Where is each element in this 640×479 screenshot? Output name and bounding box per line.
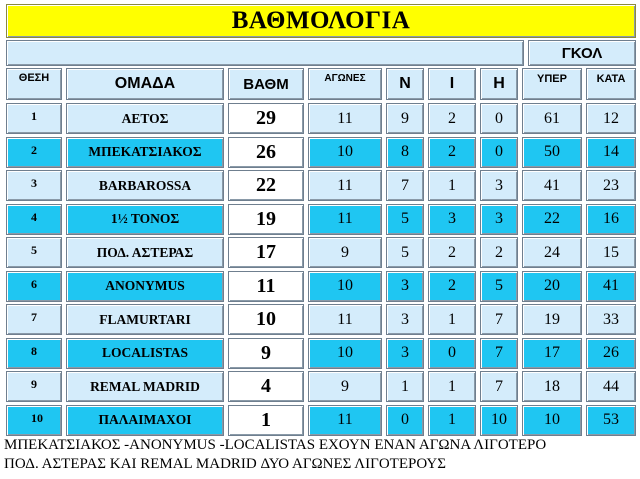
header-draws: Ι bbox=[428, 68, 476, 100]
cell-points: 9 bbox=[228, 338, 304, 369]
goals-group-header: ΓΚΟΛ bbox=[528, 40, 636, 66]
cell-wins: 3 bbox=[386, 338, 424, 369]
cell-goals-for: 18 bbox=[522, 371, 582, 402]
cell-points: 11 bbox=[228, 271, 304, 302]
header-position: ΘΕΣΗ bbox=[6, 68, 62, 100]
cell-goals-for: 17 bbox=[522, 338, 582, 369]
cell-losses: 3 bbox=[480, 204, 518, 235]
cell-goals-against: 23 bbox=[586, 170, 636, 201]
cell-position: 5 bbox=[6, 237, 62, 268]
cell-team: FLAMURTARI bbox=[66, 304, 224, 335]
cell-wins: 3 bbox=[386, 304, 424, 335]
cell-draws: 1 bbox=[428, 405, 476, 436]
cell-losses: 7 bbox=[480, 371, 518, 402]
note-line: ΠΟΔ. ΑΣΤΕΡΑΣ ΚΑΙ REMAL MADRID ΔΥΟ ΑΓΩΝΕΣ ΛΙΓΟΤΕΡΟΥΣ bbox=[4, 456, 446, 472]
header-games: ΑΓΩΝΕΣ bbox=[308, 68, 382, 100]
cell-draws: 0 bbox=[428, 338, 476, 369]
cell-goals-for: 24 bbox=[522, 237, 582, 268]
cell-games: 11 bbox=[308, 204, 382, 235]
cell-goals-for: 19 bbox=[522, 304, 582, 335]
cell-draws: 2 bbox=[428, 237, 476, 268]
cell-games: 10 bbox=[308, 137, 382, 168]
note-line: ΜΠΕΚΑΤΣΙΑΚΟΣ -ANONYMUS -LOCALISTAS ΕΧΟΥΝ ΕΝΑΝ ΑΓΩΝΑ ΛΙΓΟΤΕΡΟ bbox=[4, 437, 547, 453]
cell-team: 1½ ΤΟΝΟΣ bbox=[66, 204, 224, 235]
cell-games: 11 bbox=[308, 103, 382, 134]
cell-wins: 7 bbox=[386, 170, 424, 201]
cell-goals-against: 53 bbox=[586, 405, 636, 436]
notes bbox=[4, 436, 636, 474]
cell-games: 10 bbox=[308, 338, 382, 369]
cell-goals-for: 41 bbox=[522, 170, 582, 201]
cell-draws: 2 bbox=[428, 103, 476, 134]
cell-losses: 3 bbox=[480, 170, 518, 201]
cell-goals-against: 12 bbox=[586, 103, 636, 134]
cell-goals-for: 22 bbox=[522, 204, 582, 235]
cell-goals-for: 50 bbox=[522, 137, 582, 168]
cell-goals-against: 14 bbox=[586, 137, 636, 168]
cell-losses: 5 bbox=[480, 271, 518, 302]
cell-position: 1 bbox=[6, 103, 62, 134]
cell-goals-for: 20 bbox=[522, 271, 582, 302]
cell-draws: 2 bbox=[428, 271, 476, 302]
cell-losses: 7 bbox=[480, 304, 518, 335]
cell-points: 29 bbox=[228, 103, 304, 134]
cell-team: ANONYMUS bbox=[66, 271, 224, 302]
cell-position: 7 bbox=[6, 304, 62, 335]
cell-team: LOCALISTAS bbox=[66, 338, 224, 369]
cell-position: 3 bbox=[6, 170, 62, 201]
header-losses: Η bbox=[480, 68, 518, 100]
cell-wins: 9 bbox=[386, 103, 424, 134]
cell-goals-against: 44 bbox=[586, 371, 636, 402]
cell-games: 10 bbox=[308, 271, 382, 302]
cell-points: 4 bbox=[228, 371, 304, 402]
cell-draws: 1 bbox=[428, 304, 476, 335]
cell-games: 9 bbox=[308, 237, 382, 268]
header-wins: Ν bbox=[386, 68, 424, 100]
cell-draws: 3 bbox=[428, 204, 476, 235]
cell-team: BARBAROSSA bbox=[66, 170, 224, 201]
cell-position: 9 bbox=[6, 371, 62, 402]
header-goals-for: ΥΠΕΡ bbox=[522, 68, 582, 100]
cell-losses: 2 bbox=[480, 237, 518, 268]
cell-team: REMAL MADRID bbox=[66, 371, 224, 402]
cell-position: 8 bbox=[6, 338, 62, 369]
cell-points: 10 bbox=[228, 304, 304, 335]
cell-draws: 2 bbox=[428, 137, 476, 168]
header-goals-against: ΚΑΤΑ bbox=[586, 68, 636, 100]
header-spacer bbox=[6, 40, 524, 66]
cell-losses: 10 bbox=[480, 405, 518, 436]
cell-team: ΠΟΔ. ΑΣΤΕΡΑΣ bbox=[66, 237, 224, 268]
cell-team: ΠΑΛΑΙΜΑΧΟΙ bbox=[66, 405, 224, 436]
cell-games: 11 bbox=[308, 170, 382, 201]
standings-title: ΒΑΘΜΟΛΟΓΙΑ bbox=[6, 4, 636, 38]
cell-team: ΜΠΕΚΑΤΣΙΑΚΟΣ bbox=[66, 137, 224, 168]
cell-goals-against: 41 bbox=[586, 271, 636, 302]
cell-points: 19 bbox=[228, 204, 304, 235]
cell-wins: 3 bbox=[386, 271, 424, 302]
cell-goals-against: 15 bbox=[586, 237, 636, 268]
cell-wins: 0 bbox=[386, 405, 424, 436]
cell-draws: 1 bbox=[428, 371, 476, 402]
cell-goals-against: 33 bbox=[586, 304, 636, 335]
cell-position: 10 bbox=[6, 405, 62, 436]
cell-goals-against: 26 bbox=[586, 338, 636, 369]
cell-wins: 1 bbox=[386, 371, 424, 402]
cell-goals-against: 16 bbox=[586, 204, 636, 235]
cell-goals-for: 61 bbox=[522, 103, 582, 134]
cell-losses: 7 bbox=[480, 338, 518, 369]
cell-position: 2 bbox=[6, 137, 62, 168]
cell-points: 22 bbox=[228, 170, 304, 201]
cell-goals-for: 10 bbox=[522, 405, 582, 436]
cell-wins: 5 bbox=[386, 204, 424, 235]
cell-games: 11 bbox=[308, 304, 382, 335]
cell-position: 6 bbox=[6, 271, 62, 302]
cell-losses: 0 bbox=[480, 103, 518, 134]
cell-wins: 5 bbox=[386, 237, 424, 268]
cell-draws: 1 bbox=[428, 170, 476, 201]
cell-points: 1 bbox=[228, 405, 304, 436]
cell-losses: 0 bbox=[480, 137, 518, 168]
header-team: ΟΜΑΔΑ bbox=[66, 68, 224, 100]
cell-position: 4 bbox=[6, 204, 62, 235]
header-points: ΒΑΘΜ bbox=[228, 68, 304, 100]
cell-team: ΑΕΤΟΣ bbox=[66, 103, 224, 134]
cell-points: 26 bbox=[228, 137, 304, 168]
cell-points: 17 bbox=[228, 237, 304, 268]
cell-games: 11 bbox=[308, 405, 382, 436]
cell-wins: 8 bbox=[386, 137, 424, 168]
cell-games: 9 bbox=[308, 371, 382, 402]
